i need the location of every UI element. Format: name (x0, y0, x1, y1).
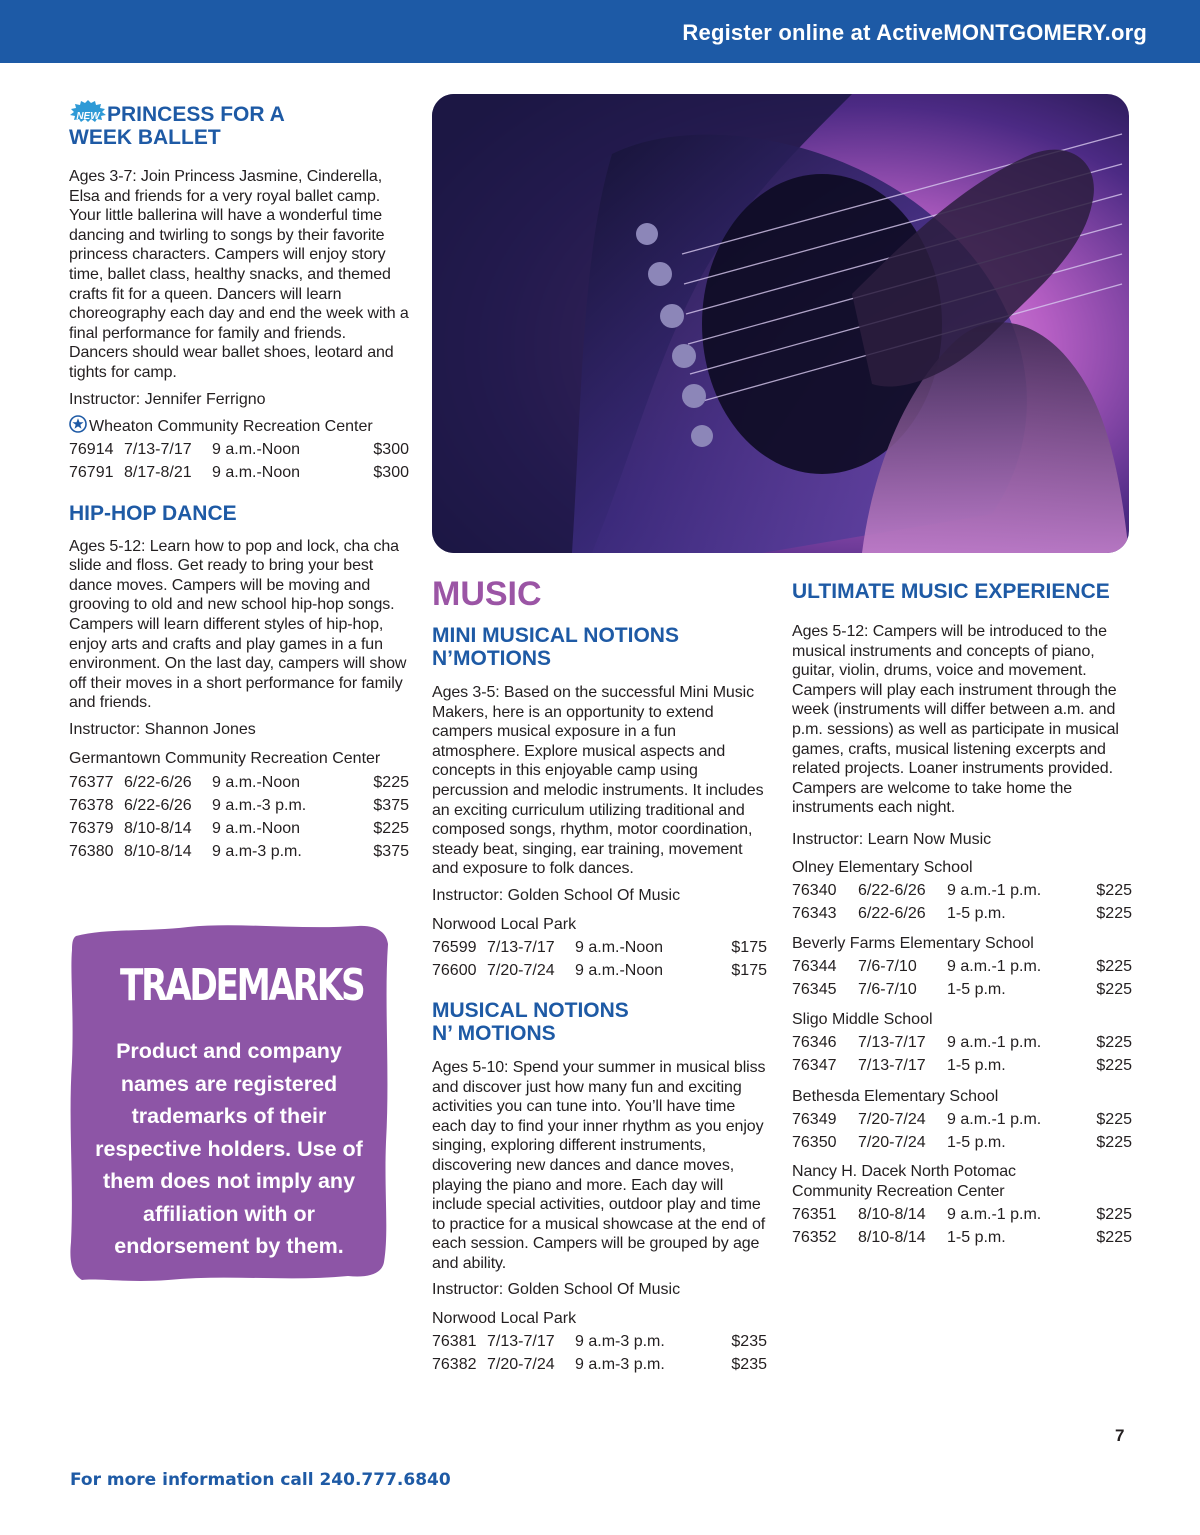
ultimate-music-title: ULTIMATE MUSIC EXPERIENCE (792, 580, 1110, 603)
course-time: 9 a.m-3 p.m. (212, 842, 302, 860)
course-code: 76791 (69, 463, 114, 481)
course-dates: 7/20-7/24 (858, 1133, 926, 1151)
course-code: 76351 (792, 1206, 837, 1224)
course-price: $225 (1096, 980, 1132, 998)
course-time: 1-5 p.m. (947, 904, 1006, 922)
schedule-row (792, 879, 1132, 902)
course-time: 9 a.m.-3 p.m. (212, 796, 307, 814)
course-code: 76382 (432, 1356, 477, 1374)
princess-instructor: Instructor: Jennifer Ferrigno (69, 390, 266, 408)
guitar-photo (432, 94, 1129, 553)
star-location-icon (69, 415, 87, 433)
course-time: 9 a.m.-1 p.m. (947, 1110, 1042, 1128)
course-dates: 7/13-7/17 (487, 938, 555, 956)
course-price: $300 (373, 463, 409, 481)
register-link[interactable]: Register online at ActiveMONTGOMERY.org (682, 20, 1147, 45)
guitar-image-icon (432, 94, 1129, 553)
header-bar (0, 0, 1200, 63)
musical-notions-title (432, 999, 767, 1045)
course-code: 76377 (69, 773, 114, 791)
course-code: 76343 (792, 904, 837, 922)
course-code: 76352 (792, 1229, 837, 1247)
new-badge-icon (69, 100, 107, 122)
course-code: 76379 (69, 819, 114, 837)
course-code: 76345 (792, 980, 837, 998)
course-time: 9 a.m.-Noon (212, 773, 301, 791)
course-price: $225 (1096, 1206, 1132, 1224)
course-time: 9 a.m.-1 p.m. (947, 881, 1042, 899)
course-code: 76381 (432, 1333, 477, 1351)
bethesda-location: Bethesda Elementary School (792, 1087, 999, 1105)
course-time: 9 a.m.-1 p.m. (947, 1033, 1042, 1051)
course-dates: 8/17-8/21 (124, 463, 192, 481)
notions-instructor: Instructor: Golden School Of Music (432, 1281, 681, 1299)
notions-title-line1: MUSICAL NOTIONS (432, 998, 629, 1022)
course-price: $375 (373, 796, 409, 814)
princess-title-line1: PRINCESS FOR A (107, 103, 285, 126)
course-time: 9 a.m.-Noon (212, 819, 301, 837)
course-price: $225 (1096, 1056, 1132, 1074)
mini-musical-title (432, 624, 767, 670)
course-price: $225 (373, 773, 409, 791)
course-price: $225 (1096, 1110, 1132, 1128)
hiphop-description: Ages 5-12: Learn how to pop and lock, cha cha slide and floss. Get ready to bring your best dance moves. Campers will be moving and grooving to old and new school hip-hop songs. Campers will learn different styles of hip-hop, enjoy arts and crafts and play games in a fun environment. On the last day, campers will show off their moves in a short performance for family and friends. (69, 537, 407, 712)
mini-title-line1: MINI MUSICAL NOTIONS (432, 624, 679, 647)
mini-title-line2: N’MOTIONS (432, 647, 551, 670)
course-price: $300 (373, 440, 409, 458)
schedule-row (792, 1108, 1132, 1131)
footer-phone-info: For more information call 240.777.6840 (70, 1470, 451, 1490)
course-dates: 7/13-7/17 (858, 1056, 926, 1074)
schedule-row (432, 1353, 767, 1376)
schedule-row (69, 794, 409, 817)
princess-title-line2: WEEK BALLET (69, 126, 221, 149)
schedule-row (432, 1330, 767, 1353)
course-code: 76378 (69, 796, 114, 814)
notions-schedule (432, 1330, 767, 1376)
schedule-row (792, 1031, 1132, 1054)
course-price: $225 (1096, 957, 1132, 975)
page-number: 7 (1115, 1426, 1125, 1445)
course-code: 76347 (792, 1056, 837, 1074)
course-dates: 7/20-7/24 (487, 961, 555, 979)
course-time: 9 a.m.-Noon (212, 463, 301, 481)
course-dates: 7/20-7/24 (858, 1110, 926, 1128)
course-dates: 7/13-7/17 (487, 1333, 555, 1351)
course-dates: 6/22-6/26 (124, 796, 192, 814)
course-price: $175 (731, 961, 767, 979)
course-dates: 8/10-8/14 (858, 1229, 926, 1247)
schedule-row (432, 936, 767, 959)
course-price: $235 (731, 1356, 767, 1374)
notions-location: Norwood Local Park (432, 1310, 577, 1328)
course-dates: 7/6-7/10 (858, 980, 917, 998)
course-time: 9 a.m.-1 p.m. (947, 957, 1042, 975)
course-time: 9 a.m.-Noon (212, 440, 301, 458)
hiphop-location: Germantown Community Recreation Center (69, 749, 381, 767)
schedule-row (69, 438, 409, 461)
dacek-location: Nancy H. Dacek North Potomac Community Recreation Center (792, 1162, 1016, 1200)
left-column (69, 100, 409, 863)
princess-title (69, 100, 409, 149)
course-code: 76350 (792, 1133, 837, 1151)
hiphop-schedule (69, 771, 409, 863)
course-time: 9 a.m.-Noon (575, 961, 664, 979)
schedule-row (69, 771, 409, 794)
schedule-row (792, 1226, 1132, 1249)
course-time: 9 a.m-3 p.m. (575, 1356, 665, 1374)
beverly-location: Beverly Farms Elementary School (792, 934, 1034, 952)
course-code: 76914 (69, 440, 114, 458)
schedule-row (69, 840, 409, 863)
course-price: $375 (373, 842, 409, 860)
princess-location-label: Wheaton Community Recreation Center (89, 417, 373, 435)
schedule-row (792, 902, 1132, 925)
course-price: $225 (1096, 1033, 1132, 1051)
right-column (792, 580, 1132, 1249)
course-time: 1-5 p.m. (947, 1056, 1006, 1074)
new-badge-label: NEW (76, 111, 100, 122)
schedule-row (792, 1203, 1132, 1226)
course-time: 1-5 p.m. (947, 1229, 1006, 1247)
course-code: 76344 (792, 957, 837, 975)
princess-schedule (69, 438, 409, 484)
course-time: 1-5 p.m. (947, 1133, 1006, 1151)
mini-instructor: Instructor: Golden School Of Music (432, 886, 681, 904)
course-dates: 6/22-6/26 (858, 881, 926, 899)
trademarks-title: TRADEMARKS (120, 960, 364, 1011)
course-dates: 7/13-7/17 (124, 440, 192, 458)
schedule-row (792, 978, 1132, 1001)
trademarks-box (68, 922, 390, 1282)
course-price: $225 (1096, 904, 1132, 922)
course-dates: 6/22-6/26 (124, 773, 192, 791)
mini-schedule (432, 936, 767, 982)
ultimate-instructor: Instructor: Learn Now Music (792, 830, 992, 848)
course-code: 76599 (432, 938, 477, 956)
trademarks-text: Product and company names are registered trademarks of their respective holders. Use of them does not imply any affiliation with or endorsement by them. (95, 1039, 363, 1258)
musical-notions-description: Ages 5-10: Spend your summer in musical bliss and discover just how many fun and exciting activities you can tune into. You’ll have time each day to find your inner rhythm as you enjoy singing, exploring different instruments, discovering new dances and dance moves, playing the piano and more. Each day will include special activities, outdoor play and time to practice for a musical showcase at the end of each session. Campers will be grouped by age and ability. (432, 1058, 766, 1272)
course-code: 76349 (792, 1110, 837, 1128)
course-dates: 7/6-7/10 (858, 957, 917, 975)
schedule-row (792, 955, 1132, 978)
course-code: 76340 (792, 881, 837, 899)
course-dates: 8/10-8/14 (858, 1206, 926, 1224)
hiphop-title: HIP-HOP DANCE (69, 501, 237, 525)
music-section-title: MUSIC (432, 575, 542, 613)
schedule-row (432, 959, 767, 982)
olney-location: Olney Elementary School (792, 858, 973, 876)
course-price: $225 (1096, 881, 1132, 899)
ultimate-music-description: Ages 5-12: Campers will be introduced to the musical instruments and concepts of piano, guitar, violin, drums, voice and movement. Campers will play each instrument through the week (instruments will differ between a.m. and p.m. sessions) as well as participate in musical games, crafts, musical listening excerpts and related projects. Loaner instruments provided. Campers are welcome to take home the instruments each night. (792, 623, 1119, 817)
course-dates: 7/13-7/17 (858, 1033, 926, 1051)
schedule-row (792, 1054, 1132, 1077)
course-time: 1-5 p.m. (947, 980, 1006, 998)
mini-musical-description: Ages 3-5: Based on the successful Mini Music Makers, here is an opportunity to extend campers musical exposure in a fun atmosphere. Explore musical aspects and concepts in this enjoyable camp using percussion and melodic instruments. It includes an exciting curriculum utilizing traditional and composed songs, rhythm, motor coordination, steady beat, singing, ear training, movement and exposure to folk dances. (432, 684, 764, 878)
course-time: 9 a.m.-1 p.m. (947, 1206, 1042, 1224)
course-price: $225 (1096, 1133, 1132, 1151)
course-price: $235 (731, 1333, 767, 1351)
princess-location (69, 415, 409, 438)
course-price: $225 (373, 819, 409, 837)
middle-column (432, 574, 767, 1376)
course-dates: 6/22-6/26 (858, 904, 926, 922)
course-time: 9 a.m-3 p.m. (575, 1333, 665, 1351)
hiphop-instructor: Instructor: Shannon Jones (69, 720, 256, 738)
notions-title-line2: N’ MOTIONS (432, 1021, 556, 1045)
course-price: $225 (1096, 1229, 1132, 1247)
schedule-row (792, 1131, 1132, 1154)
course-code: 76380 (69, 842, 114, 860)
course-price: $175 (731, 938, 767, 956)
schedule-row (69, 817, 409, 840)
course-dates: 7/20-7/24 (487, 1356, 555, 1374)
course-dates: 8/10-8/14 (124, 842, 192, 860)
schedule-row (69, 461, 409, 484)
mini-location: Norwood Local Park (432, 915, 577, 933)
course-code: 76600 (432, 961, 477, 979)
course-dates: 8/10-8/14 (124, 819, 192, 837)
sligo-location: Sligo Middle School (792, 1010, 933, 1028)
course-code: 76346 (792, 1033, 837, 1051)
princess-description: Ages 3-7: Join Princess Jasmine, Cinderella, Elsa and friends for a very royal ballet camp. Your little ballerina will have a wonderful time dancing and twirling to songs by their favorite princess characters. Campers will enjoy story time, ballet class, healthy snacks, and themed crafts fit for a queen. Dancers will learn choreography each day and end the week with a final performance for family and friends. Dancers should wear ballet shoes, leotard and tights for camp. (69, 168, 409, 381)
course-time: 9 a.m.-Noon (575, 938, 664, 956)
